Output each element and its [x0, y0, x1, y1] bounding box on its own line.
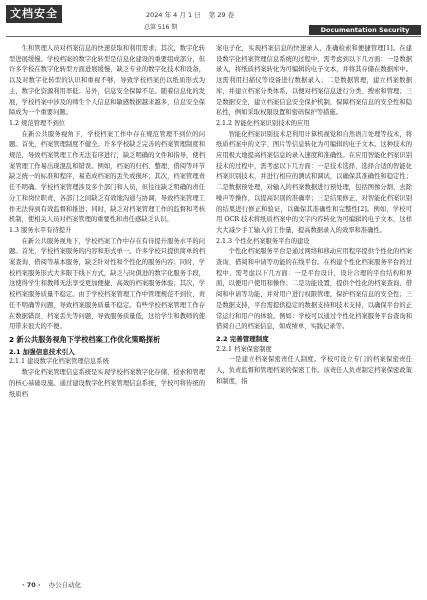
journal-logo: 文档安全	[6, 5, 62, 23]
right-column	[216, 44, 412, 388]
paragraph: 数字化档案管理信息系统是实现学校档案数字化存储、检索和管理的核心基础设施。通过建设数字化档案管理信息系统，学校可将传统的纸质档	[9, 369, 205, 398]
paragraph-continued: 案电子化，实现档案信息的快速录入、准确检索和便捷管理[1]。在建设数字化档案管理信息系统的过程中，需考虑到以下几方面：一是数据录入，将纸质档案转化为可编辑的电子文本，并将其存储在数据库中。这需利用扫描仪等设备进行数据录入；二是数据管理，建立档案数据库，并建立档案分类体系，以便对档案信息进行分类、搜索和管理；三是数据安全，建立档案信息安全保护机制，保障档案信息的安全性和隐私性，例如采取权限设置和密码保护等措施。	[216, 45, 412, 117]
paragraph: 在新公共服务视角下，学校档案工作中存在规范管理不到位的问题。首先，档案管理制度不健全。许多学校缺乏完善的档案管理制度和规范，导致档案管理工作无法有序进行，缺乏明确的文件和指导，使档案管理工作易出现混乱和错误。例如，档案的归档、整理、借阅等环节缺乏统一的标准和程序，易造成档案的丢失或损坏；其次，档案管理责任不明确。学校档案管理涉及多个部门和人员，但往往缺乏明确的责任分工和岗位职责，各部门之间缺乏有效地沟通与协调，导致档案管理工作无法得到有效监督和推进；同时，缺乏对档案管理工作的监督和考核机制，使相关人员对档案管理的重要性和责任感缺乏认识。	[9, 130, 205, 224]
sub-subsection-heading: 2.1.2 智能化档案识别技术的应用	[216, 119, 310, 127]
left-column	[9, 44, 205, 400]
sub-subsection-heading: 2.2.1 档案保密制度	[216, 345, 272, 353]
date-text: 2024 年 4 月 1 日	[146, 11, 201, 19]
volume-text: 第 29 卷	[208, 11, 235, 19]
paragraph: 一是建立档案保密责任人制度。学校可设立专门的档案保密责任人，负责监督和管理档案的保密工作。该责任人负责制定档案保密政策和制度，指	[216, 356, 412, 385]
footer-journal-name: 办公自动化	[48, 581, 82, 589]
masthead	[0, 0, 427, 32]
page-number: · 70 ·	[22, 581, 41, 589]
section-banner: Documentation Security	[309, 25, 421, 35]
sub-subsection-heading: 1.2 规范管理不到位	[9, 119, 66, 127]
subsection-heading: 2.1 加强信息技术引入	[9, 347, 75, 356]
paragraph: 生和管理人员对档案信息的快速获取和利用需求；其次，数字化转型进展缓慢。学校档案的数字化转型是信息化建设的重要组成部分，但许多学校在数字化转型方面进展缓慢，缺乏专业的数字化技术和设备，以及对数字化转型的认识和重视不够，导致学校档案仍以纸质形式为主，数字化资源利用率低；另外，信息安全保障不足。随着信息化的发展，学校档案中涉及的师生个人信息和敏感数据越来越多，信息安全保障成为一个重要问题。	[9, 45, 205, 117]
issue-date	[146, 10, 234, 19]
paragraph: 智能化档案识别技术是利用计算机视觉和自然语言处理等技术，将纸质档案中的文字、图片等信息转化为可编辑的电子文本。这种技术的应用极大地提高档案信息的录入速度和准确性。在应用智能化档案识别技术的过程中，需考虑以下几方面：一是技术选择，选择合适的智能化档案识别技术，并进行相应的测试和调试，以确保其准确性和稳定性；二是数据预处理，对输入的档案数据进行预处理，包括图像分割、去除噪声等操作，以提高识别的准确率；三是结果修正，对智能化档案识别的结果进行修正和验证，以确保其准确性和完整性[2]。例如，学校可用 OCR 技术将纸质档案中的文字内容转化为可编辑的电子文本，这样大大减少手工输入的工作量，提高数据录入的效率和准确性。	[216, 130, 412, 234]
section-heading: 2 新公共服务视角下学校档案工作优化策略探析	[9, 334, 161, 344]
subsection-heading: 2.2 完善管理制度	[216, 334, 269, 343]
page-footer	[22, 580, 81, 589]
sub-subsection-heading: 1.3 服务水平有待提升	[9, 226, 72, 234]
sub-subsection-heading: 2.1.3 个性化档案服务平台的建设	[216, 237, 310, 245]
sub-subsection-heading: 2.1.1 建设数字化档案管理信息系统	[9, 358, 109, 366]
issue-number: 总第 516 期	[144, 24, 178, 31]
header-rule	[6, 36, 421, 37]
paragraph: 个性化档案服务平台是通过网络和移动应用程序提供个性化的档案查询、借阅和申请等功能的在线平台。在构建个性化档案服务平台的过程中，需考虑以下几方面：一是平台设计，设计合理的平台结构和界面，以便用户使用和操作；二是功能设置，提供个性化的档案查询、借阅和申请等功能，并对用户进行权限管理，保护档案信息的安全性；三是数据支持，平台需提供稳定的数据支持和技术支持，以确保平台的正常运行和用户的体验。例如：学校可以通过个性化档案服务平台查询和借阅自己的档案信息，如成绩单、实践记录等。	[216, 248, 412, 331]
paragraph: 在新公共服务视角下，学校档案工作中存在有待提升服务水平的问题。首先，学校档案服务的内容和形式单一。许多学校只提供简单的档案查询、借阅等基本服务，缺乏针对性和个性化的服务内容；同时，学校档案服务形式大多限于线下方式，缺乏与时俱进的数字化服务手段，这使得学生和教师无法享受更加便捷、高效的档案服务体验；其次，学校档案服务质量不稳定。由于学校档案管理工作中管理规范不到位，责任不明确等问题，导致档案服务质量不稳定。有些学校档案管理工作存在数据错误、档案丢失等问题，导致服务质量低，这给学生和教师的使用带来很大的不便。	[9, 237, 205, 331]
